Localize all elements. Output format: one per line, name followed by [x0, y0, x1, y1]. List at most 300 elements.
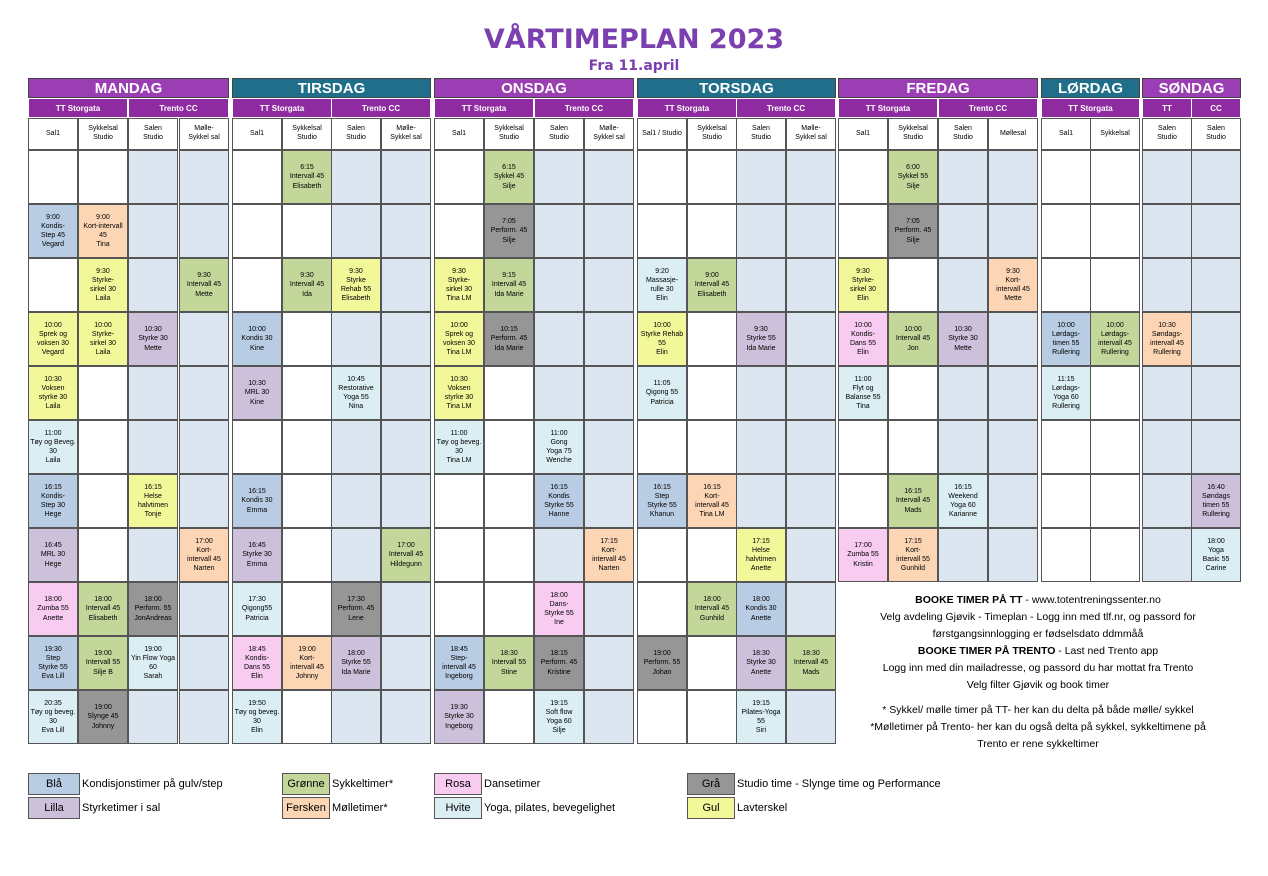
legend-label: Studio time - Slynge time og Performance	[737, 778, 941, 790]
page-title: VÅRTIMEPLAN 2023	[483, 24, 785, 55]
grid-cell	[786, 258, 836, 312]
class-slot[interactable]: 18:30 Intervall 55 Stine	[484, 636, 534, 690]
day-header-fredag: FREDAG	[838, 78, 1038, 98]
grid-cell	[381, 582, 431, 636]
grid-cell	[838, 420, 888, 474]
class-slot[interactable]: 11:15 Lørdags- Yoga 60 Rullering	[1041, 366, 1091, 420]
booking-trento-line6: Velg filter Gjøvik og book timer	[966, 679, 1110, 691]
class-slot[interactable]: 18:00 Kondis 30 Anette	[736, 582, 786, 636]
grid-cell	[282, 474, 332, 528]
class-slot[interactable]: 6:15 Intervall 45 Elisabeth	[282, 150, 332, 204]
grid-cell	[888, 366, 938, 420]
grid-cell	[78, 420, 128, 474]
grid-cell	[434, 150, 484, 204]
grid-cell	[838, 150, 888, 204]
grid-cell	[331, 528, 381, 582]
grid-cell	[78, 528, 128, 582]
grid-cell	[1090, 258, 1140, 312]
class-slot[interactable]: 18:00 Zumba 55 Anette	[28, 582, 78, 636]
note-trento-bike: Trento er rene sykkeltimer	[977, 738, 1099, 750]
class-slot[interactable]: 10:00 Kondis- Dans 55 Elin	[838, 312, 888, 366]
day-header-søndag: SØNDAG	[1142, 78, 1241, 98]
booking-tt-url[interactable]: - www.totentreningssenter.no	[1022, 594, 1161, 606]
grid-cell	[637, 150, 687, 204]
grid-cell	[179, 150, 229, 204]
grid-cell	[584, 150, 634, 204]
grid-cell	[988, 420, 1038, 474]
grid-cell	[584, 636, 634, 690]
legend-swatch-gul: Gul	[687, 797, 735, 819]
grid-cell	[282, 204, 332, 258]
room-header: Mølle- Sykkel sal	[381, 118, 431, 150]
day-header-torsdag: TORSDAG	[637, 78, 836, 98]
grid-cell	[484, 582, 534, 636]
grid-cell	[786, 528, 836, 582]
grid-cell	[179, 312, 229, 366]
grid-cell	[282, 420, 332, 474]
grid-cell	[1191, 312, 1241, 366]
class-slot[interactable]: 6:00 Sykkel 55 Silje	[888, 150, 938, 204]
grid-cell	[1142, 528, 1192, 582]
grid-cell	[232, 150, 282, 204]
class-slot[interactable]: 10:00 Kondis 30 Kine	[232, 312, 282, 366]
class-slot[interactable]: 17:30 Qigong55 Patricia	[232, 582, 282, 636]
class-slot[interactable]: 19:15 Soft flow Yoga 60 Silje	[534, 690, 584, 744]
grid-cell	[687, 528, 737, 582]
room-header: Mølle- Sykkel sal	[179, 118, 229, 150]
grid-cell	[128, 366, 178, 420]
class-slot[interactable]: 16:45 MRL 30 Hege	[28, 528, 78, 582]
grid-cell	[786, 420, 836, 474]
grid-cell	[78, 366, 128, 420]
class-slot[interactable]: 9:30 Styrke Rehab 55 Elisabeth	[331, 258, 381, 312]
grid-cell	[584, 366, 634, 420]
legend-swatch-rosa: Rosa	[434, 773, 482, 795]
class-slot[interactable]: 17:00 Kort- intervall 45 Narten	[179, 528, 229, 582]
class-slot[interactable]: 16:15 Kort- intervall 45 Tina LM	[687, 474, 737, 528]
grid-cell	[1090, 474, 1140, 528]
class-slot[interactable]: 9:30 Styrke- sirkel 30 Tina LM	[434, 258, 484, 312]
class-slot[interactable]: 17:30 Perform. 45 Lene	[331, 582, 381, 636]
grid-cell	[736, 420, 786, 474]
grid-cell	[786, 690, 836, 744]
class-slot[interactable]: 16:15 Step Styrke 55 Khanun	[637, 474, 687, 528]
legend-swatch-blå: Blå	[28, 773, 80, 795]
class-slot[interactable]: 18:00 Dans- Styrke 55 Ine	[534, 582, 584, 636]
legend-label: Dansetimer	[484, 778, 541, 790]
booking-tt-line3: førstgangsinnlogging er fødselsdato ddmmåå	[932, 628, 1144, 640]
grid-cell	[938, 258, 988, 312]
room-header: Salen Studio	[534, 118, 584, 150]
grid-cell	[179, 636, 229, 690]
grid-cell	[637, 204, 687, 258]
grid-cell	[534, 258, 584, 312]
grid-cell	[1142, 150, 1192, 204]
room-header: Sal1	[28, 118, 78, 150]
class-slot[interactable]: 17:15 Helse halvtimen Anette	[736, 528, 786, 582]
grid-cell	[179, 474, 229, 528]
class-slot[interactable]: 9:30 Intervall 45 Mette	[179, 258, 229, 312]
room-header: Salen Studio	[736, 118, 786, 150]
grid-cell	[534, 366, 584, 420]
room-header: Salen Studio	[1191, 118, 1241, 150]
grid-cell	[282, 690, 332, 744]
grid-cell	[1191, 366, 1241, 420]
room-header: Sal1	[232, 118, 282, 150]
class-slot[interactable]: 17:15 Kort- intervall 45 Narten	[584, 528, 634, 582]
legend-swatch-grønne: Grønne	[282, 773, 330, 795]
grid-cell	[736, 474, 786, 528]
grid-cell	[331, 420, 381, 474]
venue-header: TT Storgata	[637, 98, 737, 118]
grid-cell	[484, 528, 534, 582]
grid-cell	[331, 474, 381, 528]
day-header-tirsdag: TIRSDAG	[232, 78, 431, 98]
grid-cell	[736, 366, 786, 420]
class-slot[interactable]: 9:00 Intervall 45 Elisabeth	[687, 258, 737, 312]
grid-cell	[888, 258, 938, 312]
booking-trento-line5: Logg inn med din mailadresse, og passord du har mottat fra Trento	[882, 662, 1194, 674]
class-slot[interactable]: 18:30 Intervall 45 Mads	[786, 636, 836, 690]
grid-cell	[687, 204, 737, 258]
grid-cell	[786, 474, 836, 528]
grid-cell	[534, 150, 584, 204]
grid-cell	[381, 150, 431, 204]
class-slot[interactable]: 16:15 Kondis Styrke 55 Hanne	[534, 474, 584, 528]
grid-cell	[434, 204, 484, 258]
venue-header: TT Storgata	[28, 98, 128, 118]
grid-cell	[584, 420, 634, 474]
venue-header: Trento CC	[938, 98, 1038, 118]
grid-cell	[1142, 258, 1192, 312]
class-slot[interactable]: 10:30 Styrke 30 Mette	[938, 312, 988, 366]
grid-cell	[179, 582, 229, 636]
legend-label: Sykkeltimer*	[332, 778, 394, 790]
grid-cell	[1041, 528, 1091, 582]
legend-label: Yoga, pilates, bevegelighet	[484, 802, 616, 814]
room-header: Salen Studio	[1142, 118, 1192, 150]
grid-cell	[637, 528, 687, 582]
class-slot[interactable]: 19:30 Step Styrke 55 Eva Lill	[28, 636, 78, 690]
grid-cell	[1041, 150, 1091, 204]
grid-cell	[687, 636, 737, 690]
room-header: Salen Studio	[938, 118, 988, 150]
class-slot[interactable]: 16:15 Kondis- Step 30 Hege	[28, 474, 78, 528]
venue-header: Trento CC	[331, 98, 431, 118]
class-slot[interactable]: 10:30 Voksen styrke 30 Laila	[28, 366, 78, 420]
class-slot[interactable]: 19:50 Tøy og beveg. 30 Elin	[232, 690, 282, 744]
grid-cell	[584, 258, 634, 312]
class-slot[interactable]: 16:15 Weekend Yoga 60 Karianne	[938, 474, 988, 528]
grid-cell	[1142, 204, 1192, 258]
legend-swatch-grå: Grå	[687, 773, 735, 795]
room-header: Sykkelsal	[1090, 118, 1140, 150]
grid-cell	[786, 582, 836, 636]
grid-cell	[786, 150, 836, 204]
grid-cell	[584, 474, 634, 528]
class-slot[interactable]: 9:30 Styrke- sirkel 30 Laila	[78, 258, 128, 312]
class-slot[interactable]: 17:00 Intervall 45 Hildegunn	[381, 528, 431, 582]
class-slot[interactable]: 10:00 Intervall 45 Jon	[888, 312, 938, 366]
grid-cell	[1142, 420, 1192, 474]
grid-cell	[381, 366, 431, 420]
legend-label: Mølletimer*	[332, 802, 388, 814]
grid-cell	[78, 474, 128, 528]
class-slot[interactable]: 11:00 Tøy og beveg. 30 Tina LM	[434, 420, 484, 474]
venue-header: TT Storgata	[838, 98, 938, 118]
grid-cell	[128, 204, 178, 258]
grid-cell	[938, 528, 988, 582]
grid-cell	[1090, 420, 1140, 474]
class-slot[interactable]: 10:15 Perform. 45 Ida Marie	[484, 312, 534, 366]
grid-cell	[381, 312, 431, 366]
venue-header: TT Storgata	[434, 98, 534, 118]
grid-cell	[736, 204, 786, 258]
grid-cell	[584, 690, 634, 744]
venue-header: CC	[1191, 98, 1241, 118]
grid-cell	[1090, 528, 1140, 582]
room-header: Salen Studio	[331, 118, 381, 150]
class-slot[interactable]: 18:00 Yoga Basic 55 Carine	[1191, 528, 1241, 582]
class-slot[interactable]: 19:00 Yin Flow Yoga 60 Sarah	[128, 636, 178, 690]
class-slot[interactable]: 18:45 Kondis- Dans 55 Elin	[232, 636, 282, 690]
grid-cell	[637, 690, 687, 744]
grid-cell	[28, 258, 78, 312]
class-slot[interactable]: 10:00 Sprek og voksen 30 Vegard	[28, 312, 78, 366]
booking-tt-heading: BOOKE TIMER PÅ TT	[915, 594, 1023, 606]
grid-cell	[888, 420, 938, 474]
class-slot[interactable]: 17:00 Zumba 55 Kristin	[838, 528, 888, 582]
class-slot[interactable]: 19:00 Perform. 55 Johan	[637, 636, 687, 690]
note-tt-bike: * Sykkel/ mølle timer på TT- her kan du delta på både mølle/ sykkel	[882, 704, 1194, 716]
room-header: Sykkelsal Studio	[484, 118, 534, 150]
grid-cell	[1191, 258, 1241, 312]
grid-cell	[687, 150, 737, 204]
grid-cell	[434, 474, 484, 528]
grid-cell	[232, 420, 282, 474]
class-slot[interactable]: 10:30 Styrke 30 Mette	[128, 312, 178, 366]
class-slot[interactable]: 19:15 Pilates-Yoga 55 Siri	[736, 690, 786, 744]
grid-cell	[1191, 150, 1241, 204]
class-slot[interactable]: 6:15 Sykkel 45 Silje	[484, 150, 534, 204]
class-slot[interactable]: 10:00 Sprek og voksen 30 Tina LM	[434, 312, 484, 366]
room-header: Sykkelsal Studio	[282, 118, 332, 150]
class-slot[interactable]: 10:00 Lørdags- intervall 45 Rullering	[1090, 312, 1140, 366]
venue-header: TT Storgata	[1041, 98, 1140, 118]
class-slot[interactable]: 9:00 Kort-intervall 45 Tina	[78, 204, 128, 258]
grid-cell	[381, 690, 431, 744]
room-header: Sykkelsal Studio	[888, 118, 938, 150]
class-slot[interactable]: 19:00 Intervall 55 Silje B	[78, 636, 128, 690]
class-slot[interactable]: 9:00 Kondis- Step 45 Vegard	[28, 204, 78, 258]
grid-cell	[179, 366, 229, 420]
grid-cell	[381, 258, 431, 312]
legend-label: Lavterskel	[737, 802, 788, 814]
class-slot[interactable]: 10:30 Søndags- intervall 45 Rullering	[1142, 312, 1192, 366]
class-slot[interactable]: 18:45 Step- intervall 45 Ingeborg	[434, 636, 484, 690]
grid-cell	[381, 636, 431, 690]
note-trento-mill: *Mølletimer på Trento- her kan du også delta på sykkel, sykkeltimene på	[870, 721, 1206, 733]
room-header: Møllesal	[988, 118, 1038, 150]
grid-cell	[1142, 366, 1192, 420]
grid-cell	[938, 150, 988, 204]
grid-cell	[584, 312, 634, 366]
grid-cell	[381, 204, 431, 258]
grid-cell	[988, 150, 1038, 204]
class-slot[interactable]: 9:30 Styrke- sirkel 30 Elin	[838, 258, 888, 312]
grid-cell	[938, 420, 988, 474]
grid-cell	[128, 690, 178, 744]
day-header-lørdag: LØRDAG	[1041, 78, 1140, 98]
grid-cell	[584, 204, 634, 258]
booking-trento-heading: BOOKE TIMER PÅ TRENTO	[917, 645, 1056, 657]
grid-cell	[988, 204, 1038, 258]
legend-label: Styrketimer i sal	[82, 802, 161, 814]
day-header-onsdag: ONSDAG	[434, 78, 634, 98]
class-slot[interactable]: 18:00 Intervall 45 Elisabeth	[78, 582, 128, 636]
grid-cell	[282, 366, 332, 420]
class-slot[interactable]: 19:00 Kort- intervall 45 Johnny	[282, 636, 332, 690]
class-slot[interactable]: 10:30 MRL 30 Kine	[232, 366, 282, 420]
grid-cell	[331, 204, 381, 258]
booking-tt-line2: Velg avdeling Gjøvik - Timeplan - Logg inn med tlf.nr, og passord for	[880, 611, 1196, 623]
grid-cell	[1090, 204, 1140, 258]
grid-cell	[128, 420, 178, 474]
room-header: Mølle- Sykkel sal	[786, 118, 836, 150]
grid-cell	[282, 528, 332, 582]
venue-header: TT Storgata	[232, 98, 332, 118]
grid-cell	[484, 474, 534, 528]
grid-cell	[381, 420, 431, 474]
day-header-mandag: MANDAG	[28, 78, 229, 98]
grid-cell	[1090, 366, 1140, 420]
venue-header: Trento CC	[534, 98, 634, 118]
grid-cell	[786, 366, 836, 420]
class-slot[interactable]: 10:00 Styrke Rehab 55 Elin	[637, 312, 687, 366]
legend-swatch-fersken: Fersken	[282, 797, 330, 819]
page-subtitle: Fra 11.april	[588, 58, 680, 74]
grid-cell	[128, 258, 178, 312]
class-slot[interactable]: 9:20 Massasje- rulle 30 Elin	[637, 258, 687, 312]
grid-cell	[687, 420, 737, 474]
class-slot[interactable]: 16:40 Søndags timen 55 Rullering	[1191, 474, 1241, 528]
venue-header: TT	[1142, 98, 1192, 118]
grid-cell	[584, 582, 634, 636]
grid-cell	[687, 366, 737, 420]
grid-cell	[1191, 204, 1241, 258]
class-slot[interactable]: 16:15 Helse halvtimen Tonje	[128, 474, 178, 528]
grid-cell	[938, 204, 988, 258]
class-slot[interactable]: 16:45 Styrke 30 Emma	[232, 528, 282, 582]
grid-cell	[1142, 474, 1192, 528]
grid-cell	[128, 150, 178, 204]
grid-cell	[687, 690, 737, 744]
class-slot[interactable]: 7:05 Perform. 45 Silje	[888, 204, 938, 258]
grid-cell	[434, 582, 484, 636]
class-slot[interactable]: 18:30 Styrke 30 Anette	[736, 636, 786, 690]
class-slot[interactable]: 11:00 Flyt og Balanse 55 Tina	[838, 366, 888, 420]
grid-cell	[484, 690, 534, 744]
grid-cell	[988, 366, 1038, 420]
class-slot[interactable]: 10:45 Restorative Yoga 55 Nina	[331, 366, 381, 420]
class-slot[interactable]: 9:30 Intervall 45 Ida	[282, 258, 332, 312]
class-slot[interactable]: 11:05 Qigong 55 Patricia	[637, 366, 687, 420]
legend-swatch-hvite: Hvite	[434, 797, 482, 819]
class-slot[interactable]: 19:00 Slynge 45 Johnny	[78, 690, 128, 744]
class-slot[interactable]: 10:00 Styrke- sirkel 30 Laila	[78, 312, 128, 366]
grid-cell	[1041, 420, 1091, 474]
grid-cell	[736, 258, 786, 312]
class-slot[interactable]: 17:15 Kort- intervall 55 Gunhild	[888, 528, 938, 582]
grid-cell	[179, 204, 229, 258]
grid-cell	[484, 366, 534, 420]
grid-cell	[687, 312, 737, 366]
grid-cell	[736, 150, 786, 204]
class-slot[interactable]: 18:15 Perform. 45 Kristine	[534, 636, 584, 690]
booking-info	[838, 592, 1238, 753]
grid-cell	[1041, 258, 1091, 312]
grid-cell	[28, 150, 78, 204]
grid-cell	[534, 312, 584, 366]
grid-cell	[637, 582, 687, 636]
grid-cell	[179, 690, 229, 744]
grid-cell	[282, 312, 332, 366]
room-header: Sal1	[838, 118, 888, 150]
grid-cell	[988, 474, 1038, 528]
grid-cell	[434, 528, 484, 582]
class-slot[interactable]: 19:30 Styrke 30 Ingeborg	[434, 690, 484, 744]
grid-cell	[1090, 150, 1140, 204]
room-header: Salen Studio	[128, 118, 178, 150]
class-slot[interactable]: 18:00 Perform. 55 JonAndreas	[128, 582, 178, 636]
grid-cell	[1041, 204, 1091, 258]
class-slot[interactable]: 18:00 Styrke 55 Ida Marie	[331, 636, 381, 690]
grid-cell	[232, 204, 282, 258]
class-slot[interactable]: 7:05 Perform. 45 Silje	[484, 204, 534, 258]
room-header: Sal1 / Studio	[637, 118, 687, 150]
class-slot[interactable]: 18:00 Intervall 45 Gunhild	[687, 582, 737, 636]
class-slot[interactable]: 20:35 Tøy og beveg. 30 Eva Lill	[28, 690, 78, 744]
grid-cell	[78, 150, 128, 204]
grid-cell	[282, 582, 332, 636]
grid-cell	[988, 312, 1038, 366]
grid-cell	[838, 474, 888, 528]
class-slot[interactable]: 11:00 Gong Yoga 75 Wenche	[534, 420, 584, 474]
class-slot[interactable]: 9:30 Styrke 55 Ida Marie	[736, 312, 786, 366]
class-slot[interactable]: 16:15 Intervall 45 Mads	[888, 474, 938, 528]
grid-cell	[484, 420, 534, 474]
class-slot[interactable]: 9:15 Intervall 45 Ida Marie	[484, 258, 534, 312]
grid-cell	[938, 366, 988, 420]
grid-cell	[838, 204, 888, 258]
venue-header: Trento CC	[736, 98, 836, 118]
class-slot[interactable]: 9:30 Kort- intervall 45 Mette	[988, 258, 1038, 312]
legend-label: Kondisjonstimer på gulv/step	[82, 778, 223, 790]
grid-cell	[786, 312, 836, 366]
class-slot[interactable]: 16:15 Kondis 30 Emma	[232, 474, 282, 528]
grid-cell	[128, 528, 178, 582]
grid-cell	[232, 258, 282, 312]
class-slot[interactable]: 10:30 Voksen styrke 30 Tina LM	[434, 366, 484, 420]
grid-cell	[534, 528, 584, 582]
class-slot[interactable]: 10:00 Lørdags- timen 55 Rullering	[1041, 312, 1091, 366]
class-slot[interactable]: 11:00 Tøy og Beveg. 30 Laila	[28, 420, 78, 474]
grid-cell	[331, 150, 381, 204]
room-header: Mølle- Sykkel sal	[584, 118, 634, 150]
grid-cell	[534, 204, 584, 258]
grid-cell	[331, 312, 381, 366]
grid-cell	[179, 420, 229, 474]
